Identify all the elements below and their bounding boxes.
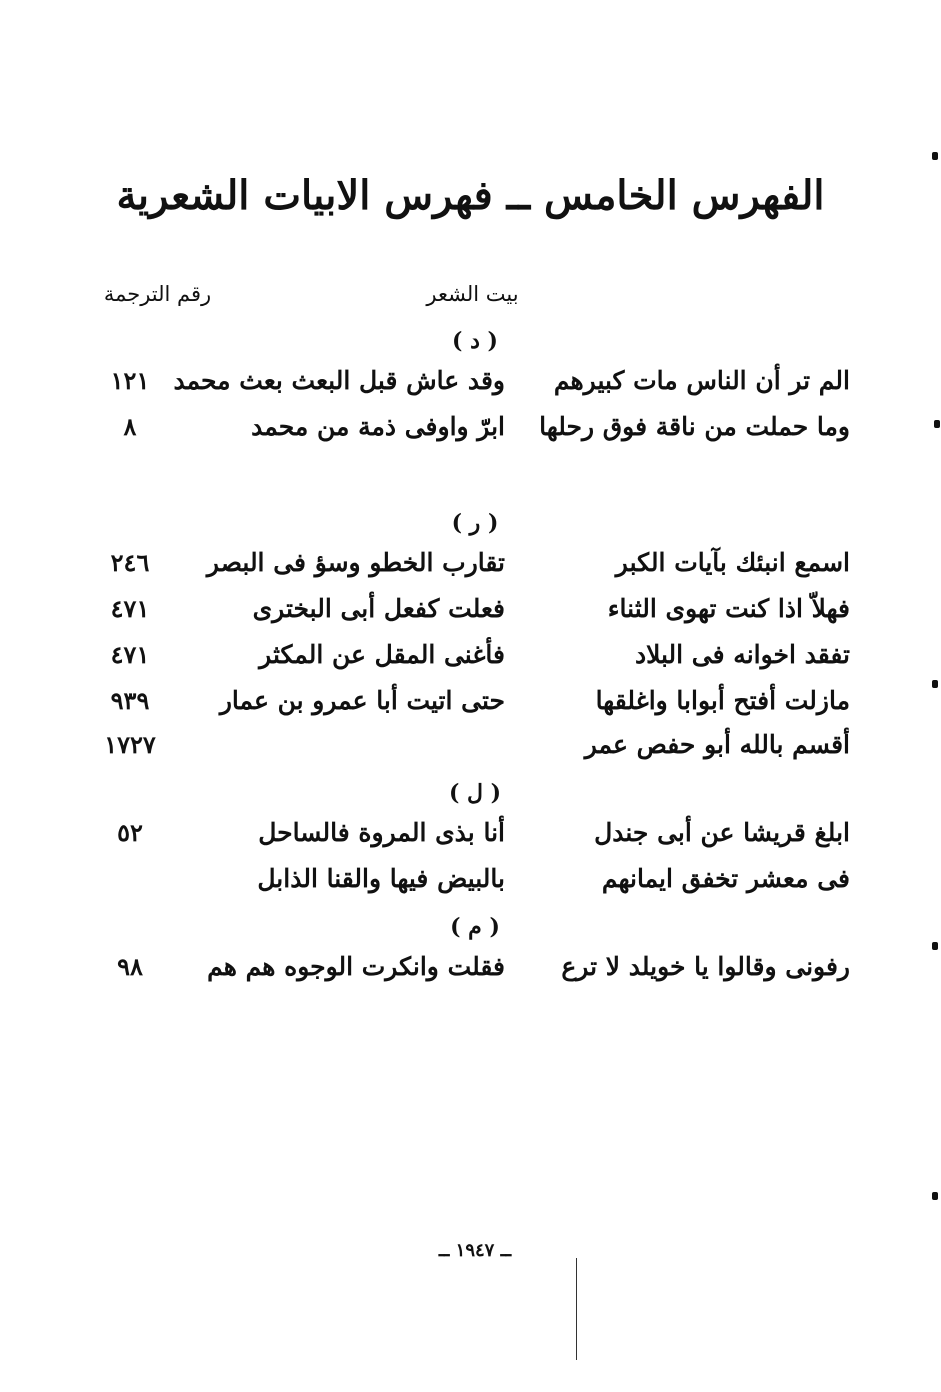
second-hemistich: ابرّ واوفى ذمة من محمد	[251, 412, 505, 441]
verse-column-header: بيت الشعر	[426, 282, 519, 306]
second-hemistich: بالبيض فيها والقنا الذابل	[257, 864, 505, 893]
first-hemistich: رفونى وقالوا يا خويلد لا ترع	[561, 952, 850, 981]
entry-number: ٤٧١	[110, 594, 150, 623]
first-hemistich: فهلاّ اذا كنت تهوى الثناء	[607, 594, 850, 623]
page-title: الفهرس الخامس ــ فهرس الابيات الشعرية	[116, 172, 825, 219]
first-hemistich: فى معشر تخفق ايمانهم	[601, 864, 850, 893]
section-letter-mim: ( م )	[450, 914, 500, 940]
edge-mark	[934, 420, 940, 428]
entry-number: ٤٧١	[110, 640, 150, 669]
first-hemistich: مازلت أفتح أبوابا واغلقها	[595, 686, 850, 715]
entry-number: ١٧٢٧	[104, 730, 156, 759]
first-hemistich: ابلغ قريشا عن أبى جندل	[594, 818, 850, 847]
verse-row	[0, 412, 941, 452]
second-hemistich: فعلت كفعل أبى البخترى	[252, 594, 505, 623]
entry-number: ٢٤٦	[110, 548, 150, 577]
first-hemistich: وما حملت من ناقة فوق رحلها	[539, 412, 850, 441]
verse-row	[0, 640, 941, 680]
entry-number: ٨	[123, 412, 137, 441]
edge-mark	[932, 942, 938, 950]
entry-number: ٩٣٩	[110, 686, 150, 715]
verse-row	[0, 952, 941, 992]
section-letter-ra: ( ر )	[451, 510, 499, 536]
section-letter-lam: ( ل )	[448, 780, 502, 806]
verse-row	[0, 818, 941, 858]
second-hemistich: فأغنى المقل عن المكثر	[259, 640, 505, 669]
page-gutter-line	[576, 1258, 577, 1360]
second-hemistich: فقلت وانكرت الوجوه هم هم	[207, 952, 505, 981]
edge-mark	[932, 1192, 938, 1200]
second-hemistich: تقارب الخطو وسؤ فى البصر	[206, 548, 505, 577]
edge-mark	[932, 152, 938, 160]
entry-number: ١٢١	[110, 366, 150, 395]
verse-row	[0, 730, 941, 770]
second-hemistich: أنا بذى المروة فالساحل	[258, 818, 505, 847]
edge-mark	[932, 680, 938, 688]
number-column-header: رقم الترجمة	[103, 282, 212, 306]
section-letter-dal: ( د )	[452, 328, 498, 354]
verse-row	[0, 594, 941, 634]
second-hemistich: وقد عاش قبل البعث بعث محمد	[173, 366, 505, 395]
verse-row	[0, 366, 941, 406]
verse-row	[0, 864, 941, 904]
second-hemistich: حتى اتيت أبا عمرو بن عمار	[219, 686, 505, 715]
entry-number: ٥٢	[117, 818, 143, 847]
first-hemistich: تفقد اخوانه فى البلاد	[634, 640, 850, 669]
entry-number: ٩٨	[117, 952, 143, 981]
first-hemistich: الم تر أن الناس مات كبيرهم	[553, 366, 850, 395]
verse-row	[0, 686, 941, 726]
first-hemistich: أقسم بالله أبو حفص عمر	[584, 730, 850, 759]
page-number: ــ ١٩٤٧ ــ	[438, 1240, 512, 1261]
verse-row	[0, 548, 941, 588]
first-hemistich: اسمع انبئك بآيات الكبر	[615, 548, 850, 577]
